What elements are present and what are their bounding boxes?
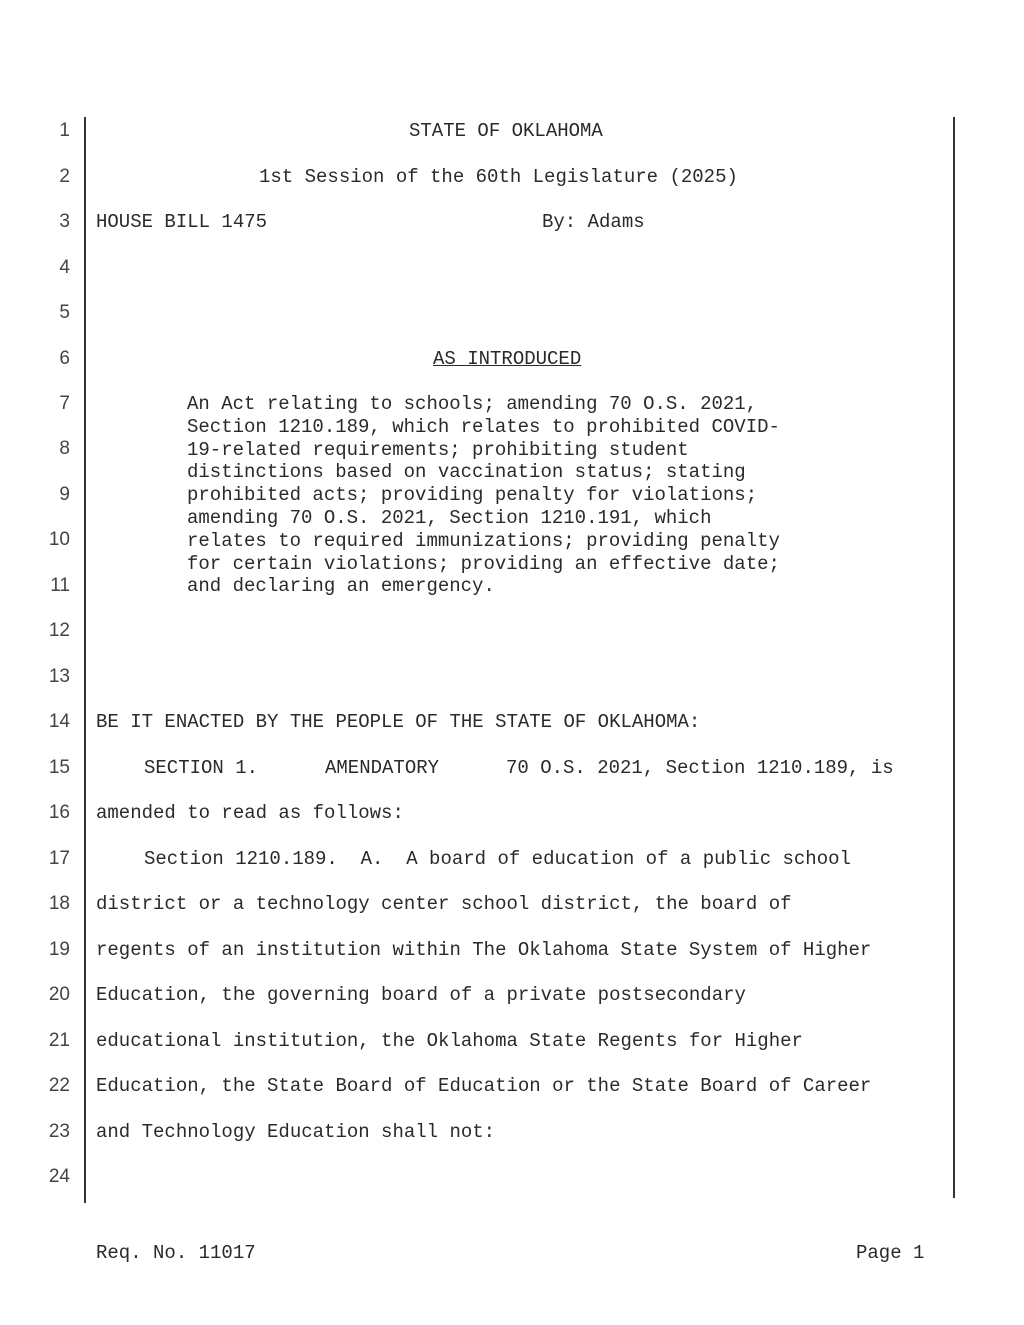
line-number: 16 [48, 802, 70, 823]
line-number: 5 [59, 302, 70, 323]
body-line: educational institution, the Oklahoma State Regents for Higher [96, 1030, 803, 1052]
line-number: 24 [48, 1166, 70, 1187]
section-reference: 70 O.S. 2021, Section 1210.189, is [506, 757, 894, 779]
line-number: 10 [48, 529, 70, 550]
line-number: 23 [48, 1121, 70, 1142]
line-number: 18 [48, 893, 70, 914]
line-number: 13 [48, 666, 70, 687]
body-line: regents of an institution within The Oklahoma State System of Higher [96, 939, 872, 961]
line-number: 2 [59, 166, 70, 187]
line-number: 19 [48, 939, 70, 960]
page-number: Page 1 [856, 1242, 925, 1264]
line-number: 1 [59, 120, 70, 141]
state-heading: STATE OF OKLAHOMA [409, 120, 603, 142]
left-margin-rule [84, 117, 86, 1203]
line-number: 9 [59, 484, 70, 505]
line-number: 4 [59, 257, 70, 278]
line-number: 7 [59, 393, 70, 414]
body-line: Education, the governing board of a private postsecondary [96, 984, 746, 1006]
section-type: AMENDATORY [325, 757, 440, 779]
body-line: and Technology Education shall not: [96, 1121, 496, 1143]
body-line: Section 1210.189. A. A board of education of a public school [144, 848, 851, 870]
line-number: 12 [48, 620, 70, 641]
request-number: Req. No. 11017 [96, 1242, 256, 1264]
section-continuation: amended to read as follows: [96, 802, 404, 824]
line-number: 17 [48, 848, 70, 869]
line-number: 11 [50, 575, 70, 596]
bill-status: AS INTRODUCED [433, 348, 582, 370]
session-heading: 1st Session of the 60th Legislature (2025) [259, 166, 738, 188]
line-number: 22 [48, 1075, 70, 1096]
line-number: 3 [59, 211, 70, 232]
line-number: 20 [48, 984, 70, 1005]
line-number: 14 [48, 711, 70, 732]
line-number: 15 [48, 757, 70, 778]
right-margin-rule [953, 117, 955, 1198]
section-label: SECTION 1. [144, 757, 259, 779]
line-number: 8 [59, 438, 70, 459]
bill-number: HOUSE BILL 1475 [96, 211, 268, 233]
bill-author: By: Adams [542, 211, 645, 233]
body-line: district or a technology center school district, the board of [96, 893, 792, 915]
enacting-clause: BE IT ENACTED BY THE PEOPLE OF THE STATE OF OKLAHOMA: [96, 711, 701, 733]
bill-summary: An Act relating to schools; amending 70 O.S. 2021, Section 1210.189, which relates to prohibited COVID- 19-related requirements; prohibiting student distinctions based on vaccination status; stating prohibited acts; providing penalty for violations; amending 70 O.S. 2021, Section 1210.191, which relates to required immunizations; providing penalty for certain violations; providing an effective date; and declaring an emergency. [187, 393, 780, 598]
line-number: 6 [59, 348, 70, 369]
line-number: 21 [48, 1030, 70, 1051]
body-line: Education, the State Board of Education or the State Board of Career [96, 1075, 872, 1097]
